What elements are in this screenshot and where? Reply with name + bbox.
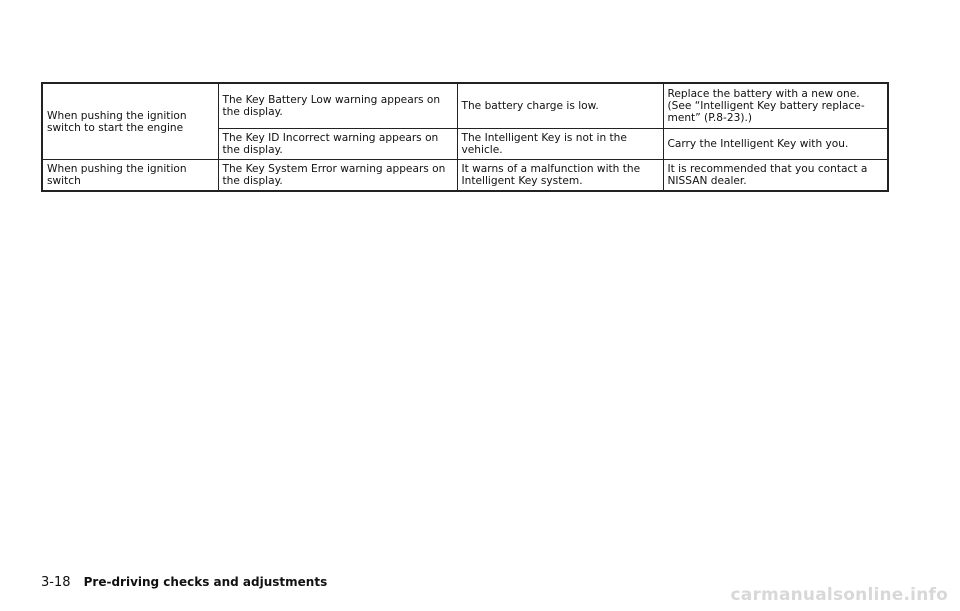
watermark: carmanualsonline.info (730, 585, 948, 605)
cause-cell (457, 129, 663, 160)
table-row (42, 83, 888, 129)
cause-cell (457, 83, 663, 129)
condition-text: When pushing the ignition switch to start the engine (47, 109, 187, 134)
action-text: Replace the battery with a new one. (See “Intelligent Key battery replace- ment” (P.8-23).) (667, 88, 865, 124)
cause-text: The battery charge is low. (461, 100, 599, 112)
action-text: It is recommended that you contact a NISSAN dealer. (667, 163, 868, 187)
cause-text: It warns of a malfunction with the Intelligent Key system. (461, 163, 641, 187)
display-cell (218, 129, 457, 160)
cause-cell (457, 160, 663, 192)
page-footer (41, 571, 327, 590)
table-row (42, 160, 888, 192)
action-cell (663, 160, 888, 192)
warning-table (41, 82, 889, 192)
display-cell (218, 83, 457, 129)
display-text: The Key System Error warning appears on the display. (222, 163, 446, 187)
section-title: Pre-driving checks and adjustments (83, 575, 328, 589)
action-cell (663, 83, 888, 129)
condition-text: When pushing the ignition switch (47, 163, 187, 187)
action-text: Carry the Intelligent Key with you. (667, 138, 849, 150)
action-cell (663, 129, 888, 160)
display-text: The Key Battery Low warning appears on the display. (222, 94, 441, 118)
cause-text: The Intelligent Key is not in the vehicle. (461, 132, 627, 156)
condition-cell (42, 83, 218, 160)
page-number: 3-18 (41, 575, 71, 590)
display-text: The Key ID Incorrect warning appears on the display. (222, 132, 439, 156)
display-cell (218, 160, 457, 192)
condition-cell (42, 160, 218, 192)
